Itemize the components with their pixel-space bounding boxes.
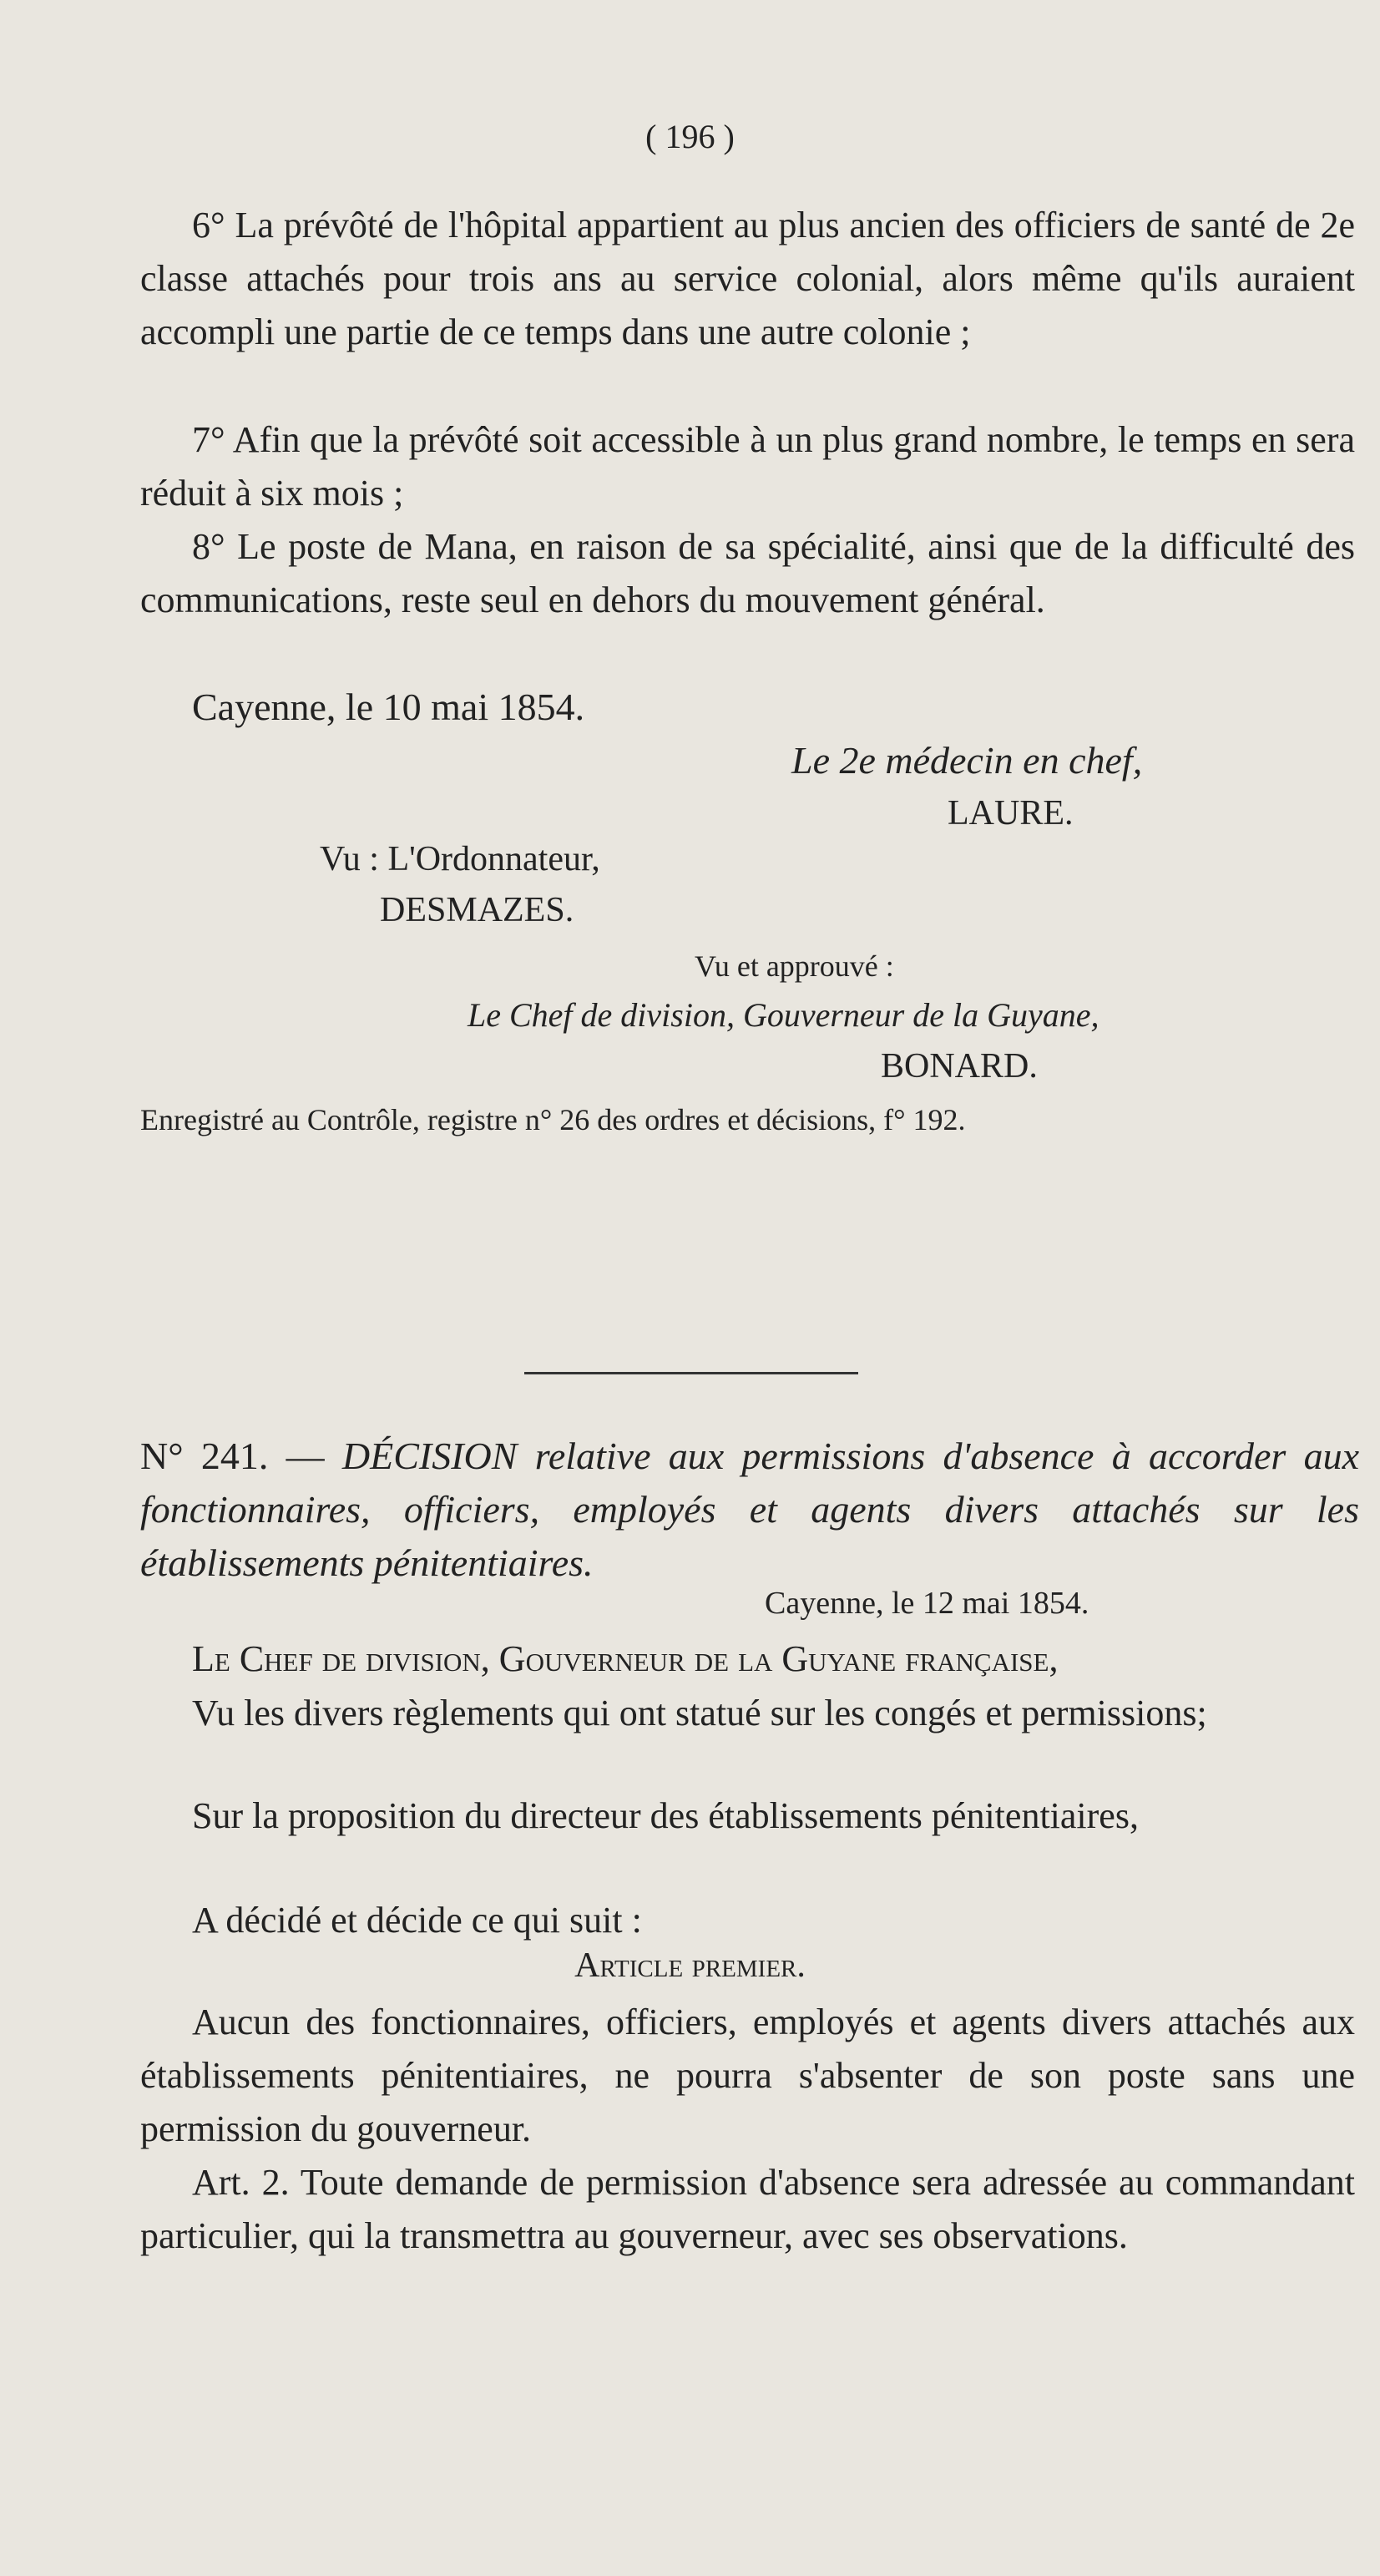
sur-proposition-text: Sur la proposition du directeur des établissements pénitentiaires, bbox=[192, 1795, 1139, 1836]
item-7 bbox=[140, 413, 1355, 520]
vu-label: Vu : L'Ordonnateur, bbox=[320, 840, 600, 878]
approve-title: Le Chef de division, Gouverneur de la Guyane, bbox=[468, 996, 1099, 1034]
authority-text: Le Chef de division, Gouverneur de la Guyane française, bbox=[192, 1638, 1059, 1679]
decision-heading bbox=[140, 1430, 1359, 1590]
item-8-text: 8° Le poste de Mana, en raison de sa spécialité, ainsi que de la difficulté des communications, reste seul en dehors du mouvement général. bbox=[140, 526, 1355, 620]
item-8 bbox=[140, 520, 1355, 627]
vu-reglements bbox=[140, 1687, 1355, 1740]
vu-name: DESMAZES. bbox=[380, 891, 574, 929]
article-1 bbox=[140, 1996, 1355, 2156]
item-6-text: 6° La prévôté de l'hôpital appartient au plus ancien des officiers de santé de 2e classe attachés pour trois ans au service colonial, alors même qu'ils auraient accompli une partie de ce temps dans une autre colonie ; bbox=[140, 205, 1355, 352]
vu-reglements-text: Vu les divers règlements qui ont statué sur les congés et permissions; bbox=[192, 1693, 1207, 1733]
article-2-text: Art. 2. Toute demande de permission d'absence sera adressée au commandant particulier, qui la transmettra au gouverneur, avec ses observations. bbox=[140, 2162, 1355, 2256]
place-date-1: Cayenne, le 10 mai 1854. bbox=[192, 686, 585, 728]
registry-note: Enregistré au Contrôle, registre n° 26 des ordres et décisions, f° 192. bbox=[140, 1103, 966, 1136]
approve-label: Vu et approuvé : bbox=[695, 949, 894, 983]
decision-title: DÉCISION relative aux permissions d'absence à accorder aux fonctionnaires, officiers, employés et agents divers attachés sur les établissements pénitentiaires. bbox=[140, 1435, 1359, 1584]
signature-name: LAURE. bbox=[948, 794, 1074, 833]
approve-name: BONARD. bbox=[881, 1047, 1038, 1086]
article-heading: Article premier. bbox=[574, 1946, 806, 1985]
vu-ordonnateur bbox=[320, 839, 600, 879]
section-divider bbox=[524, 1372, 858, 1374]
article-2 bbox=[140, 2156, 1355, 2263]
page-number: ( 196 ) bbox=[645, 118, 735, 155]
decide-line bbox=[140, 1894, 1355, 1947]
place-date-2: Cayenne, le 12 mai 1854. bbox=[765, 1586, 1089, 1621]
decision-number: N° 241. — bbox=[140, 1435, 325, 1477]
item-6 bbox=[140, 199, 1355, 359]
article-1-text: Aucun des fonctionnaires, officiers, employés et agents divers attachés aux établissements pénitentiaires, ne pourra s'absenter de son poste sans une permission du gouverneur. bbox=[140, 2002, 1355, 2149]
sur-proposition bbox=[140, 1789, 1355, 1843]
decide-text: A décidé et décide ce qui suit : bbox=[192, 1900, 642, 1941]
item-7-text: 7° Afin que la prévôté soit accessible à un plus grand nombre, le temps en sera réduit à six mois ; bbox=[140, 419, 1355, 514]
authority-line bbox=[140, 1632, 1355, 1686]
signature-title: Le 2e médecin en chef, bbox=[791, 739, 1143, 782]
